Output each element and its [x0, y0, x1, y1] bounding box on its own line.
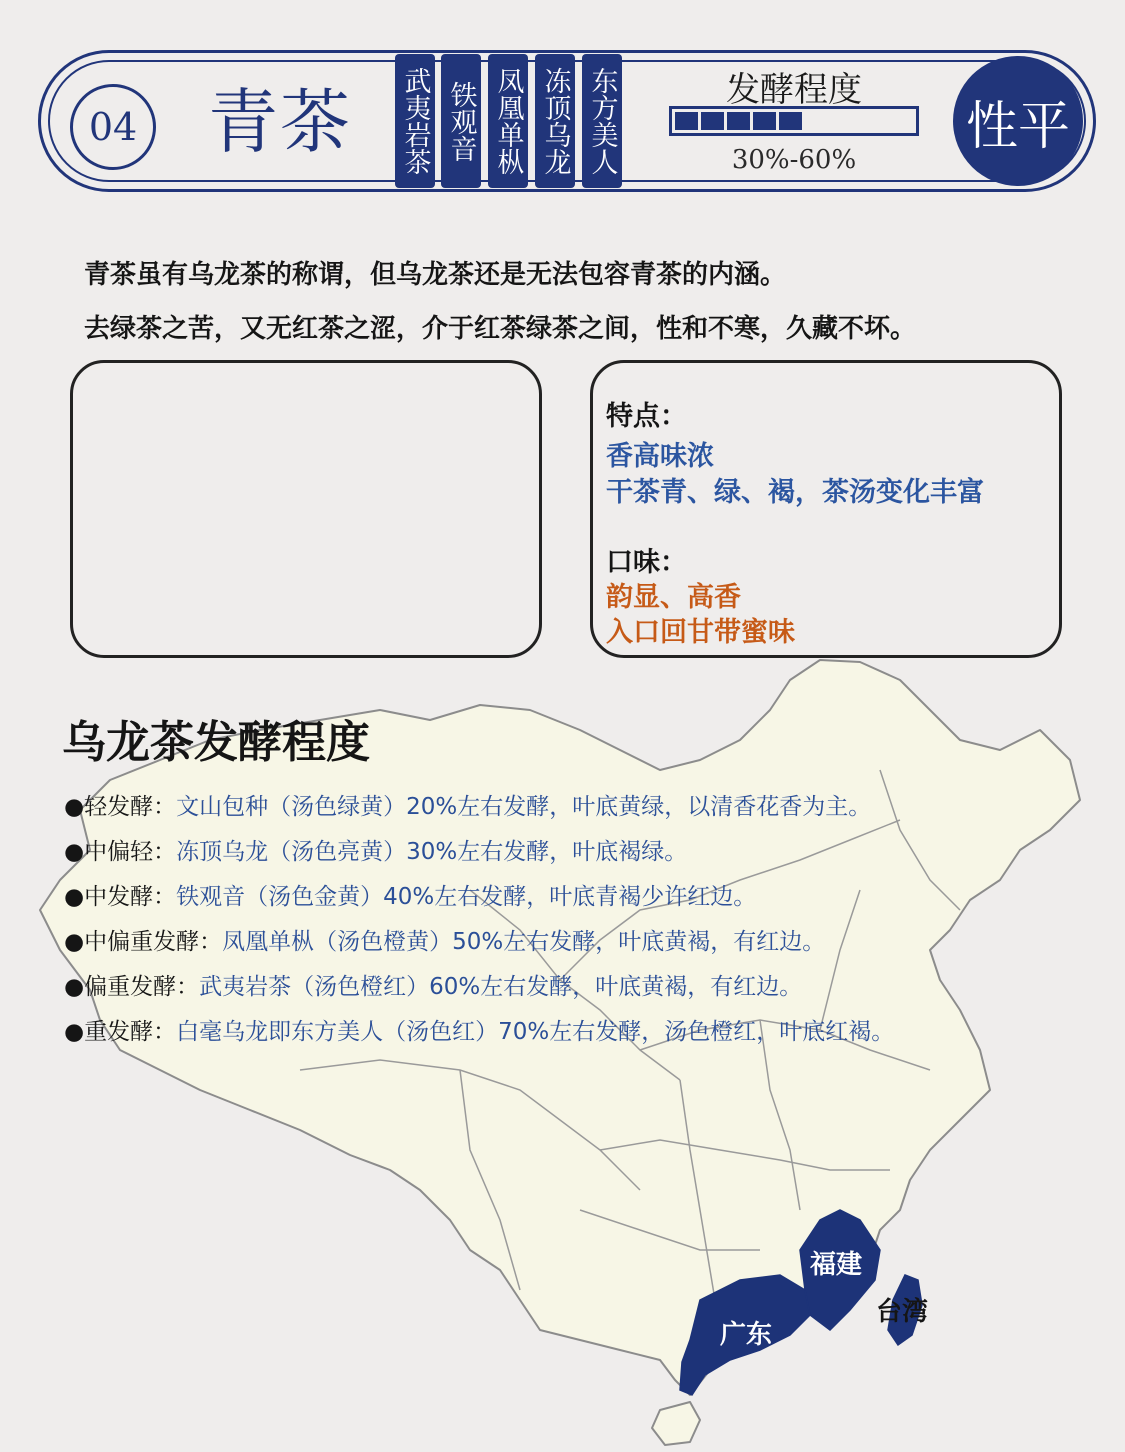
- level-key: ●偏重发酵：: [64, 974, 200, 1000]
- fermentation-bar-segment: [675, 112, 698, 130]
- level-value: 白毫乌龙即东方美人（汤色红）70%左右发酵，汤色橙红，叶底红褐。: [176, 1019, 895, 1045]
- taste-title: 口味：: [606, 547, 687, 578]
- feature-line-1: 香高味浓: [606, 441, 714, 472]
- level-item-2: [64, 833, 687, 866]
- tea-name-1: 武夷岩茶: [395, 54, 435, 188]
- taste-line-2: 入口回甘带蜜味: [606, 617, 795, 648]
- level-value: 冻顶乌龙（汤色亮黄）30%左右发酵，叶底褐绿。: [176, 839, 688, 865]
- page-title: 青茶: [208, 81, 352, 163]
- feature-line-2: 干茶青、绿、褐，茶汤变化丰富: [606, 477, 984, 508]
- fermentation-bar-segment: [753, 112, 776, 130]
- nature-badge: 性平: [953, 56, 1083, 186]
- features-title: 特点：: [606, 401, 687, 432]
- china-map: [0, 650, 1125, 1452]
- region-label-guangdong: 广东: [720, 1320, 773, 1350]
- level-value: 凤凰单枞（汤色橙黄）50%左右发酵，叶底黄褐，有红边。: [222, 929, 826, 955]
- level-key: ●轻发酵：: [64, 794, 177, 820]
- fermentation-bar: [669, 106, 919, 136]
- section-title: 乌龙茶发酵程度: [62, 717, 370, 768]
- fermentation-label: 发酵程度: [726, 70, 862, 110]
- region-label-fujian: 福建: [810, 1250, 863, 1280]
- region-label-taiwan: 台湾: [876, 1297, 929, 1327]
- level-value: 武夷岩茶（汤色橙红）60%左右发酵，叶底黄褐，有红边。: [199, 974, 803, 1000]
- fermentation-range: 30%-60%: [731, 145, 857, 175]
- intro-line-1: 青茶虽有乌龙茶的称谓，但乌龙茶还是无法包容青茶的内涵。: [84, 260, 787, 290]
- category-number: 04: [70, 84, 156, 170]
- hainan-shape: [652, 1402, 700, 1445]
- level-item-1: [64, 788, 871, 821]
- level-key: ●中发酵：: [64, 884, 177, 910]
- fermentation-bar-segment: [727, 112, 750, 130]
- level-item-3: [64, 878, 756, 911]
- intro-line-2: 去绿茶之苦，又无红茶之涩，介于红茶绿茶之间，性和不寒，久藏不坏。: [84, 314, 917, 344]
- level-key: ●中偏轻：: [64, 839, 177, 865]
- level-value: 文山包种（汤色绿黄）20%左右发酵，叶底黄绿，以清香花香为主。: [176, 794, 872, 820]
- tea-name-4: 冻顶乌龙: [535, 54, 575, 188]
- level-item-5: [64, 968, 802, 1001]
- image-placeholder-box: [70, 360, 542, 658]
- level-item-4: [64, 923, 825, 956]
- fermentation-bar-segment: [701, 112, 724, 130]
- level-key: ●中偏重发酵：: [64, 929, 223, 955]
- tea-name-5: 东方美人: [582, 54, 622, 188]
- level-item-6: [64, 1013, 894, 1046]
- level-value: 铁观音（汤色金黄）40%左右发酵，叶底青褐少许红边。: [176, 884, 757, 910]
- tea-name-2: 铁观音: [441, 54, 481, 188]
- taste-line-1: 韵显、高香: [606, 582, 741, 613]
- fermentation-bar-segment: [779, 112, 802, 130]
- level-key: ●重发酵：: [64, 1019, 177, 1045]
- tea-name-3: 凤凰单枞: [488, 54, 528, 188]
